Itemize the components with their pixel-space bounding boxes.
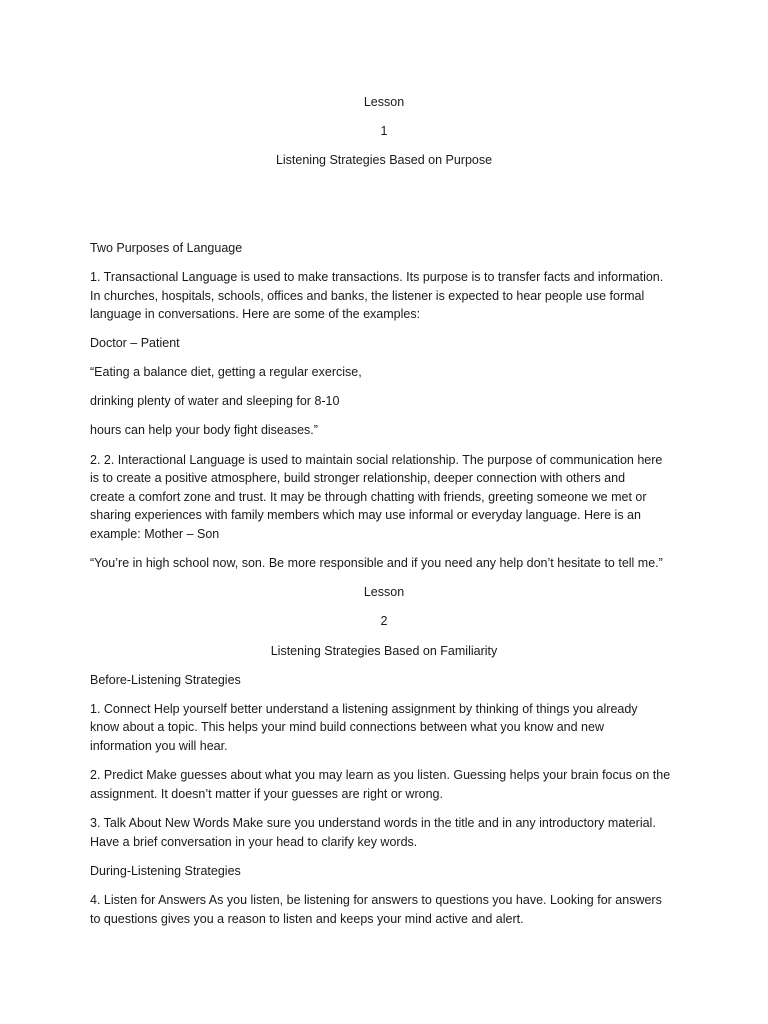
lesson1-label: Lesson (363, 95, 405, 109)
connect-line-1: 1. Connect Help yourself better understand a listening assignment by thinking of things you already (90, 702, 638, 716)
listen-answers-line-1: 4. Listen for Answers As you listen, be listening for answers to questions you have. Looking for answers (90, 893, 662, 907)
interactional-line-3: create a comfort zone and trust. It may be through chatting with friends, greeting someone we met or (90, 490, 647, 504)
lesson2-label: Lesson (363, 585, 405, 599)
example-doctor-patient: Doctor – Patient (90, 336, 180, 350)
new-words-line-1: 3. Talk About New Words Make sure you understand words in the title and in any introductory material. (90, 816, 656, 830)
listen-answers-line-2: to questions gives you a reason to listen and keeps your mind active and alert. (90, 912, 524, 926)
quote1-line-3: hours can help your body fight diseases.” (90, 423, 318, 437)
transactional-line-2: In churches, hospitals, schools, offices and banks, the listener is expected to hear people use formal (90, 289, 645, 303)
predict-line-2: assignment. It doesn’t matter if your guesses are right or wrong. (90, 787, 443, 801)
connect-line-2: know about a topic. This helps your mind build connections between what you know and new (90, 720, 604, 734)
interactional-line-1: 2. 2. Interactional Language is used to maintain social relationship. The purpose of communication here (90, 453, 663, 467)
lesson2-title: Listening Strategies Based on Familiarity (270, 644, 498, 658)
lesson1-number: 1 (380, 124, 388, 138)
before-listening-heading: Before-Listening Strategies (90, 673, 241, 687)
quote1-line-2: drinking plenty of water and sleeping for 8-10 (90, 394, 340, 408)
quote2: “You’re in high school now, son. Be more responsible and if you need any help don’t hesitate to tell me.” (90, 556, 663, 570)
quote1-line-1: “Eating a balance diet, getting a regular exercise, (90, 365, 362, 379)
interactional-line-4: sharing experiences with family members which may use informal or everyday language. Here is an (90, 508, 641, 522)
new-words-line-2: Have a brief conversation in your head to clarify key words. (90, 835, 418, 849)
lesson1-title: Listening Strategies Based on Purpose (275, 153, 493, 167)
lesson2-number: 2 (380, 614, 388, 628)
interactional-line-5: example: Mother – Son (90, 527, 220, 541)
transactional-line-3: language in conversations. Here are some of the examples: (90, 307, 421, 321)
purposes-heading: Two Purposes of Language (90, 241, 243, 255)
predict-line-1: 2. Predict Make guesses about what you may learn as you listen. Guessing helps your brain focus on the (90, 768, 671, 782)
interactional-line-2: is to create a positive atmosphere, build stronger relationship, deeper connection with others and (90, 471, 626, 485)
during-listening-heading: During-Listening Strategies (90, 864, 241, 878)
transactional-line-1: 1. Transactional Language is used to make transactions. Its purpose is to transfer facts and information. (90, 270, 664, 284)
connect-line-3: information you will hear. (90, 739, 228, 753)
